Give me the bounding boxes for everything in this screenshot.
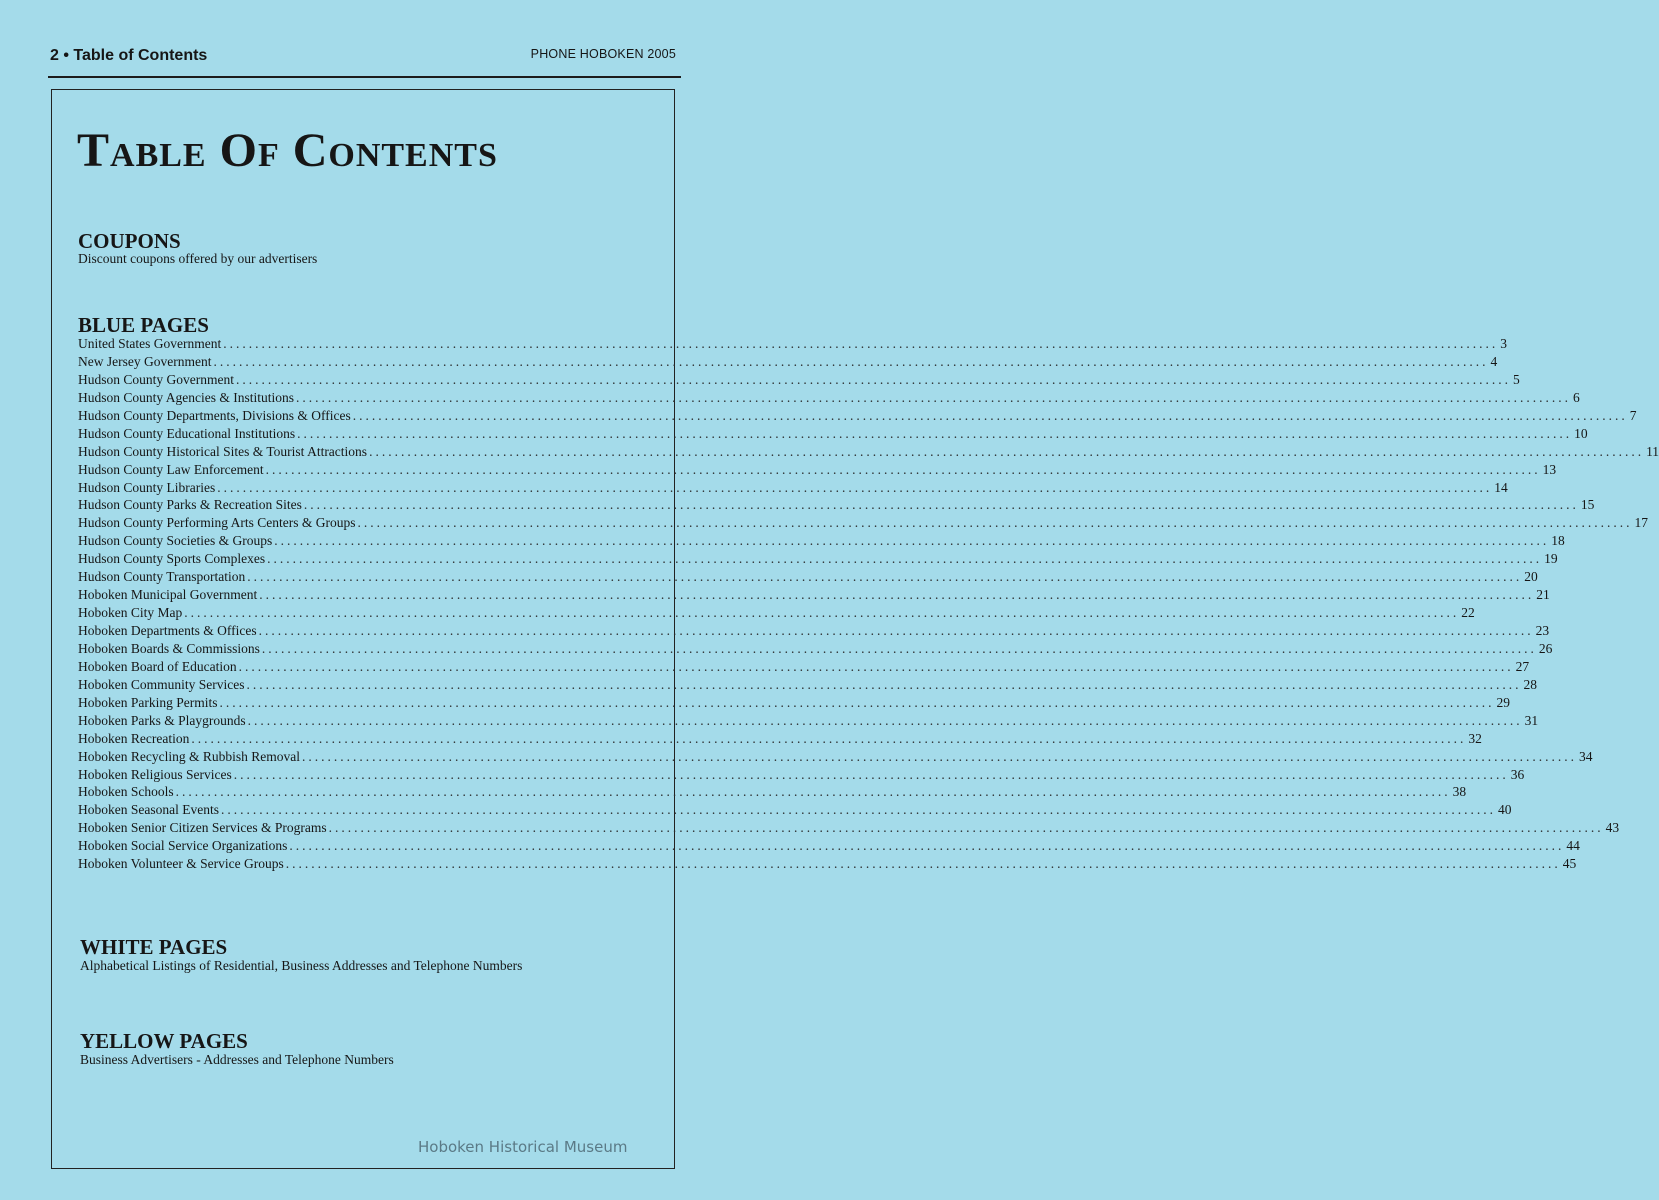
toc-entry-page: 6	[1573, 389, 1580, 405]
dot-leader: ........................................................................................................................................................................................................	[175, 784, 1451, 800]
toc-entry-page: 44	[1566, 838, 1580, 854]
dot-leader: ........................................................................................................................................................................................................	[219, 694, 1495, 710]
dot-leader: ........................................................................................................................................................................................................	[301, 748, 1577, 764]
toc-entry	[78, 694, 1510, 712]
toc-entry	[78, 837, 1580, 855]
toc-entry-page: 34	[1578, 748, 1593, 764]
dot-leader: ........................................................................................................................................................................................................	[258, 623, 1534, 638]
dot-leader: ........................................................................................................................................................................................................	[285, 856, 1561, 872]
toc-entry-page: 5	[1513, 371, 1520, 387]
toc-entry	[78, 622, 1550, 640]
toc-entry-label: Hudson County Government	[78, 371, 234, 387]
toc-entry-label: Hoboken Recreation	[78, 730, 190, 746]
toc-entry-page: 38	[1452, 784, 1467, 800]
toc-entry	[78, 640, 1553, 658]
dot-leader: ........................................................................................................................................................................................................	[328, 820, 1604, 836]
toc-entry-page: 4	[1490, 353, 1498, 369]
toc-entry	[78, 730, 1482, 748]
toc-entry-label: Hudson County Law Enforcement	[78, 461, 264, 477]
toc-entry-page: 3	[1500, 336, 1507, 351]
publication-label: PHONE HOBOKEN 2005	[530, 47, 676, 61]
toc-entry-page: 11	[1646, 443, 1659, 459]
toc-entry-page: 20	[1524, 569, 1538, 585]
dot-leader: ........................................................................................................................................................................................................	[297, 425, 1573, 441]
toc-entry-label: Hudson County Parks & Recreation Sites	[78, 497, 302, 513]
toc-entry-label: Hoboken Board of Education	[78, 658, 237, 674]
toc-entry-page: 7	[1629, 407, 1637, 423]
toc-entry-label: Hoboken Schools	[78, 784, 174, 800]
toc-entry-label: Hoboken Parking Permits	[78, 694, 218, 710]
toc-entry-label: Hoboken City Map	[78, 605, 183, 621]
toc-entry-label: Hoboken Departments & Offices	[78, 623, 257, 638]
toc-entry-page: 40	[1497, 802, 1512, 818]
toc-entry-page: 36	[1510, 766, 1525, 782]
toc-entry-page: 15	[1580, 497, 1595, 513]
toc-entry-label: Hoboken Senior Citizen Services & Programs	[78, 820, 327, 836]
dot-leader: ........................................................................................................................................................................................................	[238, 658, 1514, 674]
toc-entry-label: Hoboken Recycling & Rubbish Removal	[78, 748, 300, 764]
toc-entry	[78, 568, 1538, 586]
toc-entry	[78, 586, 1550, 604]
dot-leader: ........................................................................................................................................................................................................	[303, 497, 1579, 513]
coupons-description: Discount coupons offered by our advertisers	[78, 251, 318, 266]
toc-entry-label: Hoboken Religious Services	[78, 766, 232, 782]
dot-leader: ........................................................................................................................................................................................................	[265, 461, 1541, 477]
dot-leader: ........................................................................................................................................................................................................	[352, 407, 1628, 423]
toc-entry	[78, 514, 1648, 532]
toc-entry	[78, 335, 1507, 353]
toc-entry-label: Hudson County Transportation	[78, 569, 246, 585]
blue-pages-title: BLUE PAGES	[78, 313, 209, 337]
dot-leader: ........................................................................................................................................................................................................	[220, 802, 1496, 818]
toc-entry-label: Hoboken Social Service Organizations	[78, 838, 288, 854]
white-pages-description: Alphabetical Listings of Residential, Business Addresses and Telephone Numbers	[80, 958, 523, 973]
dot-leader: ........................................................................................................................................................................................................	[236, 371, 1511, 387]
toc-entry	[78, 766, 1525, 784]
toc-entry-label: Hoboken Volunteer & Service Groups	[78, 856, 284, 872]
toc-entry	[78, 371, 1520, 389]
toc-entry-page: 19	[1544, 551, 1558, 567]
dot-leader: ........................................................................................................................................................................................................	[223, 336, 1499, 351]
toc-entry-page: 31	[1524, 712, 1539, 728]
toc-entry-label: Hudson County Agencies & Institutions	[78, 389, 294, 405]
toc-entry-label: Hudson County Societies & Groups	[78, 533, 273, 549]
blue-pages-list	[78, 335, 1659, 873]
toc-entry-page: 14	[1494, 479, 1508, 495]
toc-entry	[78, 389, 1580, 407]
toc-entry-page: 43	[1605, 820, 1620, 836]
toc-entry-page: 29	[1496, 694, 1510, 710]
toc-entry-label: Hoboken Municipal Government	[78, 587, 258, 603]
museum-watermark: Hoboken Historical Museum	[418, 1138, 628, 1156]
page-title: Table Of Contents	[77, 124, 498, 177]
toc-entry	[78, 532, 1565, 550]
toc-entry	[78, 748, 1593, 766]
page-label: 2 • Table of Contents	[50, 47, 208, 64]
toc-entry-page: 27	[1515, 658, 1530, 674]
dot-leader: ........................................................................................................................................................................................................	[246, 676, 1522, 692]
toc-entry	[78, 676, 1537, 694]
toc-entry-page: 13	[1542, 461, 1557, 477]
toc-entry-page: 10	[1574, 425, 1588, 441]
dot-leader: ........................................................................................................................................................................................................	[289, 838, 1565, 854]
toc-entry-page: 17	[1634, 515, 1648, 531]
toc-entry-page: 22	[1461, 605, 1475, 621]
dot-leader: ........................................................................................................................................................................................................	[357, 515, 1633, 531]
toc-entry-page: 26	[1538, 640, 1553, 656]
toc-entry-label: Hoboken Parks & Playgrounds	[78, 712, 246, 728]
toc-entry-label: Hoboken Community Services	[78, 676, 245, 692]
dot-leader: ........................................................................................................................................................................................................	[247, 712, 1523, 728]
toc-entry	[78, 496, 1595, 514]
toc-entry	[78, 443, 1659, 461]
toc-entry	[78, 819, 1620, 837]
yellow-pages-description: Business Advertisers - Addresses and Telephone Numbers	[80, 1052, 394, 1067]
toc-entry-label: Hudson County Performing Arts Centers & Groups	[78, 515, 356, 531]
toc-entry-label: Hudson County Historical Sites & Tourist Attractions	[78, 443, 368, 459]
yellow-pages-title: YELLOW PAGES	[80, 1029, 248, 1053]
toc-entry	[78, 801, 1512, 819]
dot-leader: ........................................................................................................................................................................................................	[267, 551, 1543, 567]
toc-entry	[78, 425, 1588, 443]
toc-entry-label: Hudson County Departments, Divisions & Offices	[78, 407, 351, 423]
toc-entry	[78, 712, 1539, 730]
dot-leader: ........................................................................................................................................................................................................	[184, 605, 1460, 621]
dot-leader: ........................................................................................................................................................................................................	[274, 533, 1550, 549]
toc-entry-label: Hudson County Libraries	[78, 479, 216, 495]
toc-entry	[78, 479, 1508, 497]
toc-entry	[78, 407, 1637, 425]
dot-leader: ........................................................................................................................................................................................................	[191, 730, 1467, 746]
toc-entry-label: New Jersey Government	[78, 353, 212, 369]
dot-leader: ........................................................................................................................................................................................................	[296, 389, 1571, 405]
toc-entry-page: 18	[1551, 533, 1565, 549]
dot-leader: ........................................................................................................................................................................................................	[261, 640, 1537, 656]
dot-leader: ........................................................................................................................................................................................................	[259, 587, 1535, 603]
dot-leader: ........................................................................................................................................................................................................	[233, 766, 1509, 782]
toc-entry-page: 21	[1536, 587, 1550, 603]
toc-entry	[78, 783, 1467, 801]
dot-leader: ........................................................................................................................................................................................................	[247, 569, 1523, 585]
dot-leader: ........................................................................................................................................................................................................	[213, 353, 1489, 369]
toc-entry-label: Hudson County Educational Institutions	[78, 425, 296, 441]
toc-entry	[78, 658, 1530, 676]
toc-entry	[78, 550, 1558, 568]
toc-entry-label: Hoboken Seasonal Events	[78, 802, 219, 818]
toc-entry-page: 32	[1468, 730, 1482, 746]
toc-entry-page: 28	[1523, 676, 1537, 692]
toc-entry-label: United States Government	[78, 336, 222, 351]
toc-entry-page: 23	[1535, 623, 1550, 638]
header-divider	[48, 76, 681, 78]
running-header	[50, 47, 676, 69]
toc-entry	[78, 604, 1475, 622]
toc-entry	[78, 461, 1557, 479]
toc-entry-label: Hudson County Sports Complexes	[78, 551, 266, 567]
toc-entry	[78, 353, 1498, 371]
dot-leader: ........................................................................................................................................................................................................	[217, 479, 1493, 495]
toc-entry-page: 45	[1562, 856, 1577, 872]
dot-leader: ........................................................................................................................................................................................................	[369, 443, 1645, 459]
toc-entry	[78, 855, 1577, 873]
toc-entry-label: Hoboken Boards & Commissions	[78, 640, 260, 656]
coupons-title: COUPONS	[78, 229, 181, 253]
white-pages-title: WHITE PAGES	[80, 935, 228, 959]
